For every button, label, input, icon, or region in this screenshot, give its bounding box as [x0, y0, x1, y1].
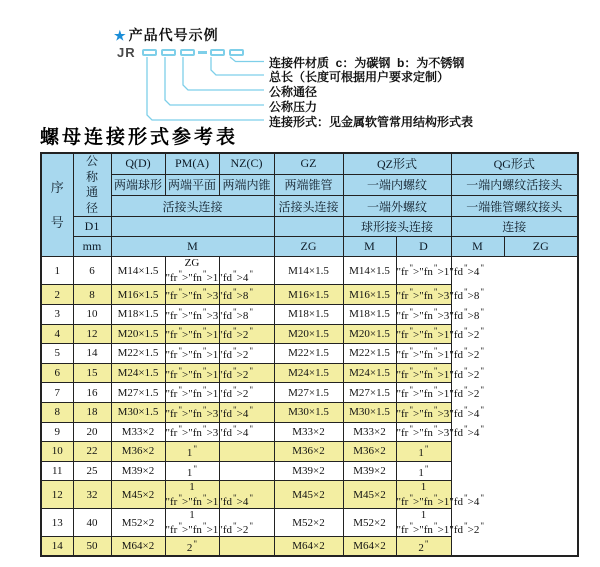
body-cell: "fr">"fn">3"fd">8" — [165, 304, 219, 324]
body-cell: M45×2 — [274, 481, 343, 509]
header-cell: ZG — [504, 237, 578, 257]
body-cell: 1 "fr">"fn">1" " " — [165, 481, 254, 509]
body-cell: M36×2 — [343, 442, 396, 462]
code-dash — [198, 51, 207, 54]
header-cell — [274, 217, 343, 237]
body-cell: "fr">"fn">3"fd">4" — [165, 422, 219, 442]
body-cell: ZG "fr">"fn">1"fd">4" — [165, 257, 254, 285]
table-header — [41, 153, 578, 257]
body-cell: M30×1.5 — [274, 402, 343, 422]
header-cell: PM(A) — [165, 153, 219, 174]
body-cell: 32 — [73, 481, 111, 509]
table-row — [41, 481, 578, 509]
body-cell: 50 — [73, 537, 111, 557]
body-cell: "fr">"fn">1"fd">2" — [165, 344, 219, 364]
header-cell: 一端外螺纹 — [343, 196, 451, 217]
body-cell: 2" — [165, 537, 219, 557]
table-body — [41, 257, 578, 557]
code-box — [142, 49, 157, 56]
body-cell: M39×2 — [343, 461, 396, 481]
body-cell: M22×1.5 — [111, 344, 165, 364]
body-cell: M39×2 — [274, 461, 343, 481]
body-cell: 1 "fr">"fn">1"fd">4" — [396, 481, 485, 509]
body-cell: 1 — [41, 257, 73, 285]
table-row — [41, 363, 578, 383]
body-cell — [219, 461, 274, 481]
body-cell: M33×2 — [343, 422, 396, 442]
body-cell: "fr">"fn">1"fd">2" — [165, 383, 219, 403]
body-cell: M64×2 — [274, 537, 343, 557]
table-row — [41, 442, 578, 462]
body-cell: M18×1.5 — [111, 304, 165, 324]
diagram-title-text: 产品代号示例 — [128, 27, 219, 43]
reference-table — [40, 152, 579, 557]
header-cell: Q(D) — [111, 153, 165, 174]
header-cell: D — [396, 237, 451, 257]
body-cell: M22×1.5 — [274, 344, 343, 364]
code-label: 公称压力 — [269, 100, 318, 114]
body-cell: "fr">"fn">3" " " — [165, 402, 219, 422]
header-cell: M — [451, 237, 504, 257]
header-cell: GZ — [274, 153, 343, 174]
body-cell: M14×1.5 — [111, 257, 165, 285]
body-cell: 7 — [41, 383, 73, 403]
body-cell: M27×1.5 — [343, 383, 396, 403]
body-cell: "fr">"fn">1"fd">2" — [396, 363, 451, 383]
product-code-prefix: JR — [117, 45, 136, 60]
body-cell: M18×1.5 — [274, 304, 343, 324]
header-cell: 两端锥管 — [274, 174, 343, 195]
body-cell: M64×2 — [343, 537, 396, 557]
table-row — [41, 383, 578, 403]
table-row — [41, 509, 578, 537]
body-cell: "fr">"fn">3"fd">8" — [396, 304, 451, 324]
body-cell: M64×2 — [111, 537, 165, 557]
code-label: 公称通径 — [269, 85, 318, 99]
body-cell: M27×1.5 — [274, 383, 343, 403]
header-cell: 两端内锥 — [219, 174, 274, 195]
header-cell: 一端锥管螺纹接头 — [451, 196, 578, 217]
body-cell: "fr">"fn">1"fd">2" — [396, 344, 451, 364]
body-cell: 1" — [165, 461, 219, 481]
table-row — [41, 285, 578, 305]
body-cell: M18×1.5 — [343, 304, 396, 324]
table-row — [41, 537, 578, 557]
header-cell: QZ形式 — [343, 153, 451, 174]
header-cell: mm — [73, 237, 111, 257]
body-cell: M24×1.5 — [111, 363, 165, 383]
header-cell: 一端内螺纹活接头 — [451, 174, 578, 195]
body-cell: M16×1.5 — [274, 285, 343, 305]
header-cell — [111, 217, 274, 237]
body-cell: 10 — [73, 304, 111, 324]
header-cell: M — [343, 237, 396, 257]
header-cell: D1 — [73, 217, 111, 237]
header-cell: 活接头连接 — [111, 196, 274, 217]
body-cell: 14 — [73, 344, 111, 364]
body-cell: 1" — [165, 442, 219, 462]
code-box — [210, 49, 225, 56]
body-cell: 40 — [73, 509, 111, 537]
table-row — [41, 304, 578, 324]
table-title: 螺母连接形式参考表 — [40, 127, 239, 148]
body-cell: 6 — [73, 257, 111, 285]
code-label: 连接形式：见金属软管常用结构形式表 — [269, 115, 474, 129]
header-cell: NZ(C) — [219, 153, 274, 174]
code-boxes — [142, 49, 244, 56]
body-cell: M36×2 — [274, 442, 343, 462]
body-cell: M16×1.5 — [343, 285, 396, 305]
header-cell: 一端内螺纹 — [343, 174, 451, 195]
body-cell: 1" — [396, 442, 451, 462]
body-cell: 16 — [73, 383, 111, 403]
table-row — [41, 324, 578, 344]
table-row — [41, 461, 578, 481]
body-cell: M14×1.5 — [343, 257, 396, 285]
header-cell: 两端球形 — [111, 174, 165, 195]
header-cell: M — [111, 237, 274, 257]
header-cell: 连接 — [451, 217, 578, 237]
body-cell: 20 — [73, 422, 111, 442]
star-icon: ★ — [114, 28, 127, 43]
header-cell: QG形式 — [451, 153, 578, 174]
body-cell: 8 — [73, 285, 111, 305]
body-cell: 25 — [73, 461, 111, 481]
body-cell: M20×1.5 — [343, 324, 396, 344]
body-cell: M24×1.5 — [343, 363, 396, 383]
body-cell: 2" — [396, 537, 451, 557]
body-cell: 22 — [73, 442, 111, 462]
body-cell: 1" — [396, 461, 451, 481]
body-cell: M22×1.5 — [343, 344, 396, 364]
body-cell: M33×2 — [274, 422, 343, 442]
body-cell: 14 — [41, 537, 73, 557]
body-cell: 6 — [41, 363, 73, 383]
body-cell — [219, 442, 274, 462]
body-cell: 8 — [41, 402, 73, 422]
body-cell: M45×2 — [343, 481, 396, 509]
body-cell: M14×1.5 — [274, 257, 343, 285]
table-row — [41, 422, 578, 442]
body-cell: 18 — [73, 402, 111, 422]
table-row — [41, 344, 578, 364]
product-code — [117, 45, 244, 60]
table-row — [41, 257, 578, 285]
body-cell: "fr">"fn">3"fd">4" — [396, 422, 451, 442]
body-cell: M52×2 — [343, 509, 396, 537]
header-cell: 两端平面 — [165, 174, 219, 195]
body-cell: 9 — [41, 422, 73, 442]
body-cell: M45×2 — [111, 481, 165, 509]
body-cell: 13 — [41, 509, 73, 537]
body-cell: "fr">"fn">1"fd">2" — [396, 383, 451, 403]
body-cell: M30×1.5 — [111, 402, 165, 422]
body-cell: M27×1.5 — [111, 383, 165, 403]
body-cell: 11 — [41, 461, 73, 481]
code-label: 连接件材质 c：为碳钢 b：为不锈钢 — [269, 56, 465, 70]
body-cell: M24×1.5 — [274, 363, 343, 383]
code-label: 总长（长度可根据用户要求定制） — [269, 70, 450, 84]
body-cell: M20×1.5 — [274, 324, 343, 344]
body-cell: 1 "fr">"fn">1"fd">2" — [165, 509, 254, 537]
body-cell: "fr">"fn">1" " " — [165, 363, 219, 383]
body-cell: "fr">"fn">3"fd">8" — [396, 285, 451, 305]
body-cell: "fr">"fn">1"fd">2" — [396, 324, 451, 344]
body-cell: "fr">"fn">1"fd">4" — [396, 257, 451, 285]
header-cell: 活接头连接 — [274, 196, 343, 217]
header-cell: 球形接头连接 — [343, 217, 451, 237]
code-box — [180, 49, 195, 56]
body-cell: M36×2 — [111, 442, 165, 462]
body-cell: "fr">"fn">3"fd">4" — [396, 402, 451, 422]
code-box — [229, 49, 244, 56]
body-cell: M52×2 — [274, 509, 343, 537]
body-cell: 1 "fr">"fn">1"fd">2" — [396, 509, 485, 537]
header-cell: 公称通径 — [73, 153, 111, 217]
body-cell: M33×2 — [111, 422, 165, 442]
body-cell: 5 — [41, 344, 73, 364]
body-cell: "fr">"fn">1" " " — [165, 324, 219, 344]
body-cell: M52×2 — [111, 509, 165, 537]
body-cell: 12 — [41, 481, 73, 509]
body-cell: M39×2 — [111, 461, 165, 481]
body-cell: M20×1.5 — [111, 324, 165, 344]
table-row — [41, 402, 578, 422]
body-cell: 15 — [73, 363, 111, 383]
body-cell: 3 — [41, 304, 73, 324]
body-cell: 4 — [41, 324, 73, 344]
body-cell: M16×1.5 — [111, 285, 165, 305]
diagram-title — [114, 25, 219, 45]
header-cell: 序号 — [41, 153, 73, 257]
code-box — [161, 49, 176, 56]
body-cell: 10 — [41, 442, 73, 462]
body-cell: 12 — [73, 324, 111, 344]
body-cell: M30×1.5 — [343, 402, 396, 422]
header-cell: ZG — [274, 237, 343, 257]
body-cell: "fr">"fn">3" " " — [165, 285, 219, 305]
body-cell: 2 — [41, 285, 73, 305]
body-cell — [219, 537, 274, 557]
